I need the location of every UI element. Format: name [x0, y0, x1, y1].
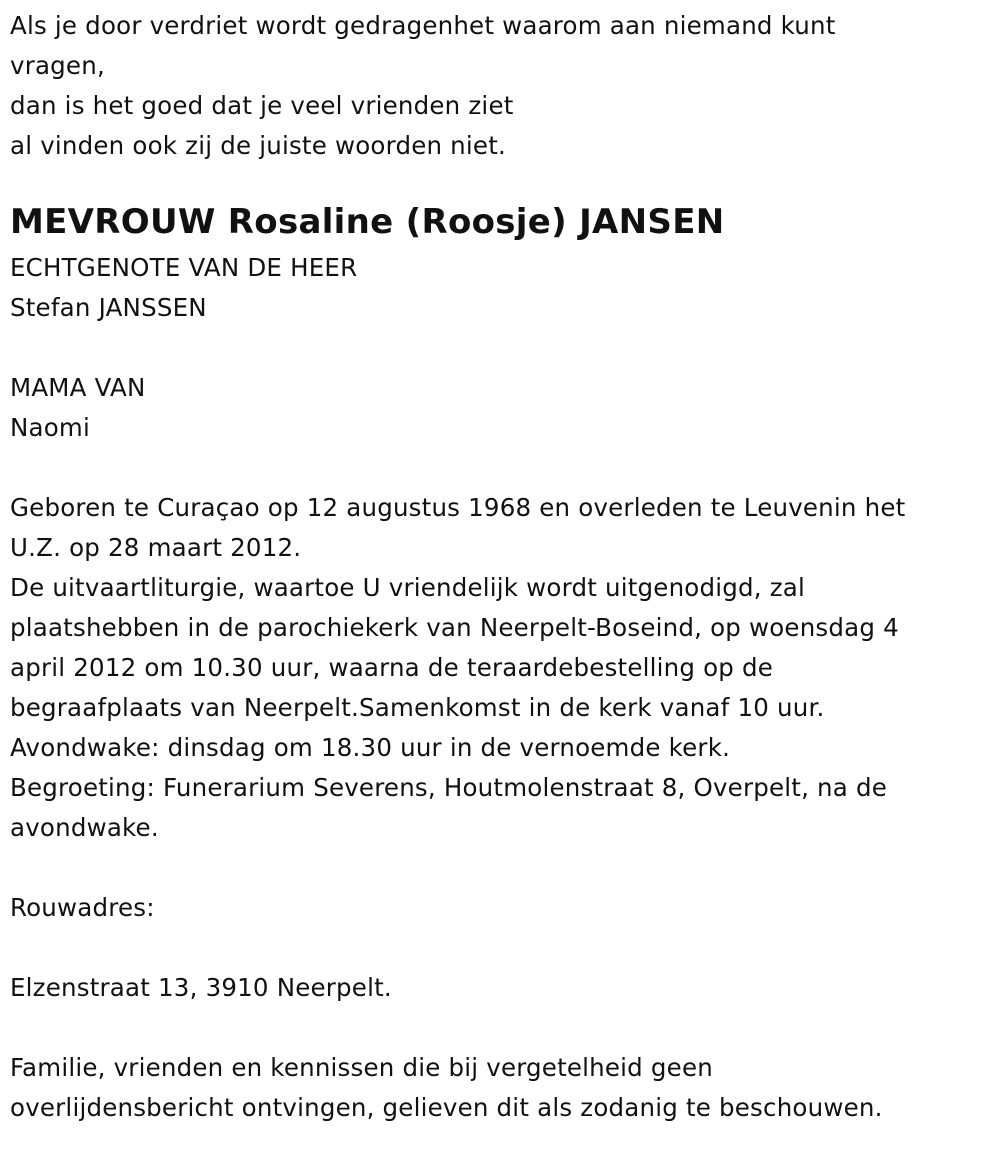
spouse-name: Stefan JANSSEN	[10, 293, 207, 322]
funeral-details	[10, 488, 985, 848]
details-line: U.Z. op 28 maart 2012.	[10, 533, 302, 562]
closing-line: overlijdensbericht ontvingen, gelieven dit als zodanig te beschouwen.	[10, 1093, 883, 1122]
closing-note	[10, 1048, 985, 1128]
closing-line: Familie, vrienden en kennissen die bij vergetelheid geen	[10, 1053, 713, 1082]
address-value: Elzenstraat 13, 3910 Neerpelt.	[10, 973, 392, 1002]
poem-line: al vinden ook zij de juiste woorden niet.	[10, 131, 506, 160]
poem-line: dan is het goed dat je veel vrienden ziet	[10, 91, 514, 120]
poem	[10, 6, 985, 166]
details-line: avondwake.	[10, 813, 159, 842]
deceased-name: MEVROUW Rosaline (Roosje) JANSEN	[10, 202, 725, 242]
spouse-section	[10, 248, 985, 328]
poem-line: Als je door verdriet wordt gedragenhet waarom aan niemand kunt	[10, 11, 836, 40]
details-line: Avondwake: dinsdag om 18.30 uur in de vernoemde kerk.	[10, 733, 731, 762]
poem-line: vragen,	[10, 51, 105, 80]
details-line: Geboren te Curaçao op 12 augustus 1968 en overleden te Leuvenin het	[10, 493, 906, 522]
child-name: Naomi	[10, 413, 91, 442]
details-line: april 2012 om 10.30 uur, waarna de teraardebestelling op de	[10, 653, 774, 682]
spacer	[10, 928, 985, 968]
child-title: MAMA VAN	[10, 373, 146, 402]
details-line: plaatshebben in de parochiekerk van Neerpelt-Boseind, op woensdag 4	[10, 613, 899, 642]
spacer	[10, 1008, 985, 1048]
details-line: begraafplaats van Neerpelt.Samenkomst in de kerk vanaf 10 uur.	[10, 693, 825, 722]
obituary-notice	[10, 6, 985, 1128]
spacer	[10, 848, 985, 888]
details-line: Begroeting: Funerarium Severens, Houtmolenstraat 8, Overpelt, na de	[10, 773, 888, 802]
child-section	[10, 368, 985, 448]
address-label: Rouwadres:	[10, 893, 155, 922]
details-line: De uitvaartliturgie, waartoe U vriendelijk wordt uitgenodigd, zal	[10, 573, 806, 602]
spacer	[10, 328, 985, 368]
spacer	[10, 448, 985, 488]
spouse-title: ECHTGENOTE VAN DE HEER	[10, 253, 358, 282]
